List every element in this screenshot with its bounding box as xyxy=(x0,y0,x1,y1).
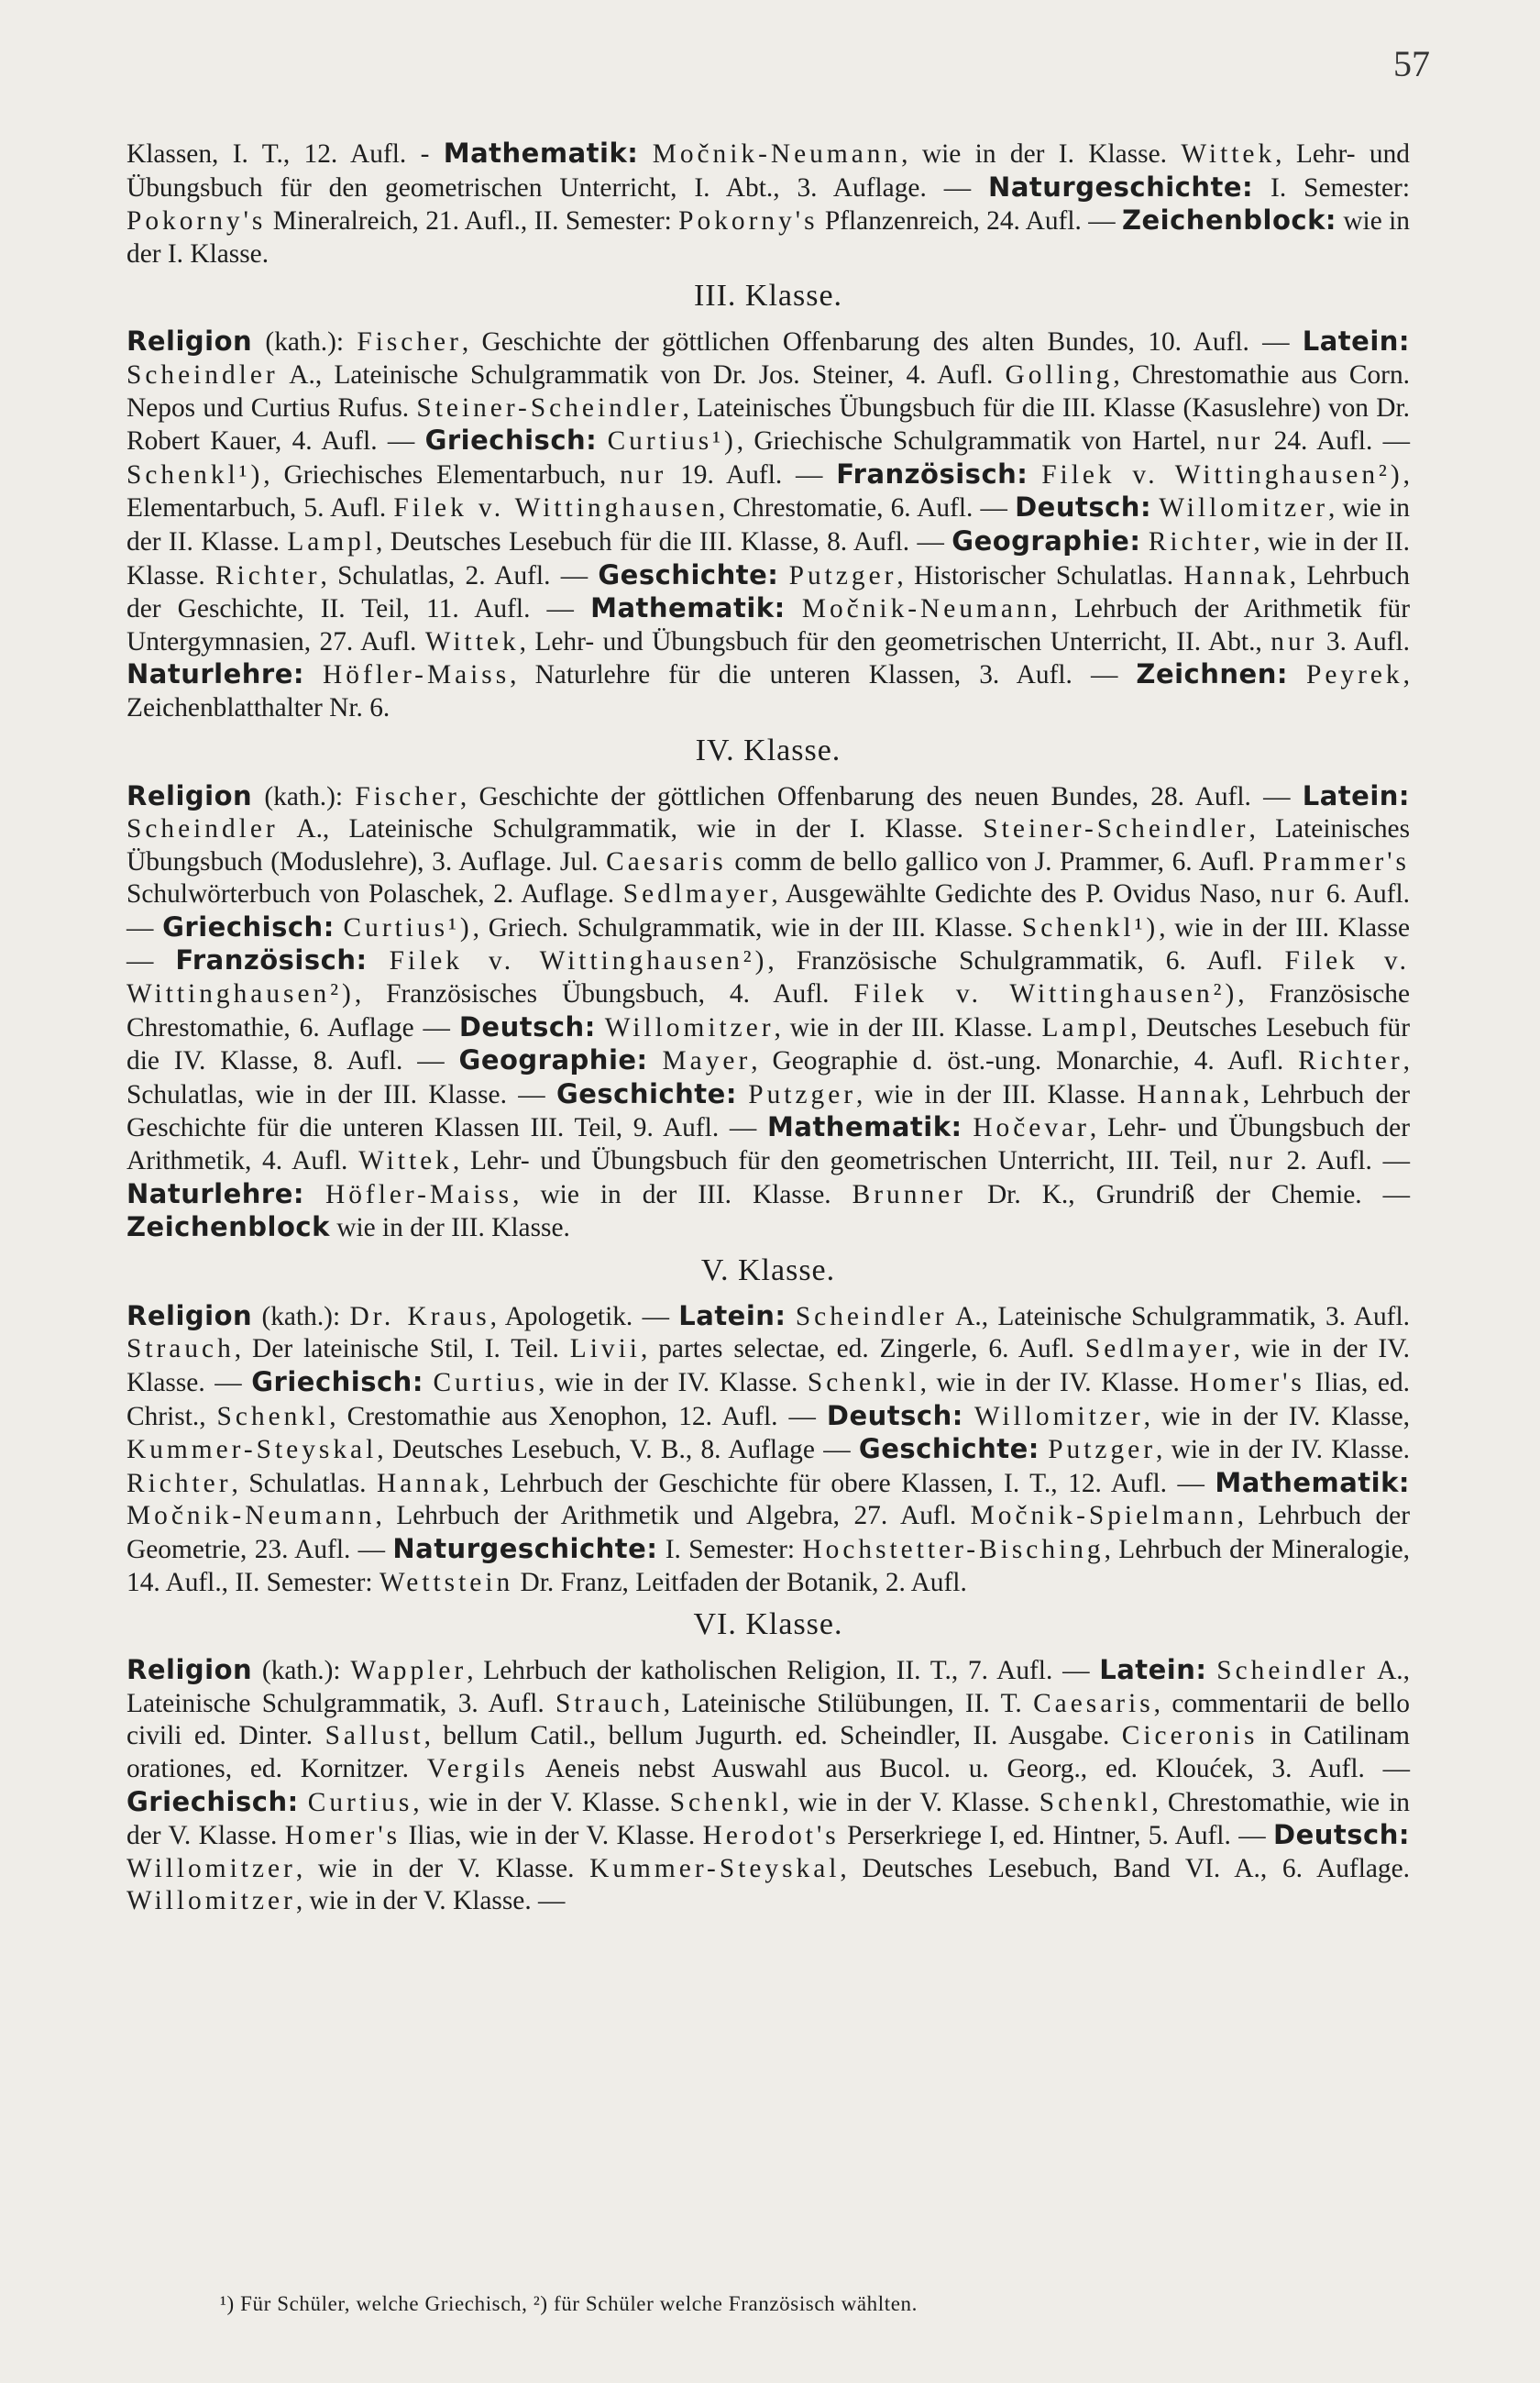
subject-heading: Mathematik: xyxy=(1215,1466,1410,1498)
spaced-author-name: Hannak xyxy=(1183,560,1290,590)
text-run: , Lehrbuch der Geometrie, 23. Aufl. — xyxy=(126,1501,1410,1564)
section-paragraph xyxy=(126,1300,1410,1599)
section-title: IV. Klasse. xyxy=(695,733,842,767)
text-run: , wie in der III. Klasse. xyxy=(856,1079,1138,1109)
spaced-author-name: Kummer-Steyskal xyxy=(126,1435,378,1465)
text-run: A., Lateinische Schulgrammatik, wie in der I. Klasse. xyxy=(278,814,984,844)
text-run: A., Lateinische Schulgrammatik, 3. Aufl. xyxy=(947,1301,1410,1331)
spaced-author-name: Močnik-Neumann xyxy=(126,1501,376,1531)
section-title: III. Klasse. xyxy=(693,279,843,314)
text-run: , wie in der II. Klasse. xyxy=(126,493,1410,557)
text-run: 19. Aufl. — xyxy=(666,459,837,490)
spaced-author-name: Pokorny's xyxy=(678,206,819,237)
subject-heading: Latein: xyxy=(1302,325,1410,358)
spaced-author-name: Brunner xyxy=(852,1179,966,1209)
subject-heading: Griechisch: xyxy=(251,1366,424,1397)
subject-heading: Naturgeschichte: xyxy=(988,171,1254,203)
text-run: , Geschichte der göttlichen Offenbarung des neuen Bundes, 28. Aufl. — xyxy=(459,781,1303,811)
spaced-author-name: Caesaris xyxy=(606,846,727,877)
text-run: , wie in der II. Klasse. xyxy=(126,526,1410,590)
section-title: V. Klasse. xyxy=(700,1252,836,1287)
text-run: , wie in der V. Klasse. — xyxy=(295,1886,566,1916)
spaced-author-name: Livii xyxy=(569,1334,641,1364)
spaced-author-name: Homer's xyxy=(1189,1368,1305,1397)
spaced-author-name: nur xyxy=(1228,1146,1276,1176)
spaced-author-name: Scheindler xyxy=(1216,1656,1369,1686)
subject-heading: Religion xyxy=(126,325,253,358)
spaced-author-name: Kummer-Steyskal xyxy=(589,1853,841,1883)
text-run: 2. Aufl. — xyxy=(1275,1146,1410,1176)
text-run xyxy=(424,1368,434,1397)
text-run: , Lateinisches Übungsbuch (Moduslehre), 3. Auflage. Jul. xyxy=(126,814,1411,877)
spaced-author-name: Sallust xyxy=(324,1721,424,1751)
subject-heading: Französisch: xyxy=(175,944,368,976)
subject-heading: Geschichte: xyxy=(556,1077,737,1109)
text-run: wie in der III. Klasse. xyxy=(329,1213,570,1243)
spaced-author-name: Curtius xyxy=(307,1787,413,1817)
spaced-author-name: Steiner-Scheindler xyxy=(983,814,1249,844)
spaced-author-name: Filek v. Wittinghausen²) xyxy=(1041,459,1403,490)
spaced-author-name: Curtius¹) xyxy=(607,426,737,457)
text-run: Mineralreich, 21. Aufl., II. Semester: xyxy=(266,206,679,237)
spaced-author-name: Močnik-Neumann xyxy=(652,139,902,169)
spaced-author-name: Wittek xyxy=(424,626,520,656)
spaced-author-name: Pokorny's xyxy=(126,206,267,237)
text-run xyxy=(786,594,802,623)
text-run: A., Lateinische Schulgrammatik von Dr. Jos. Steiner, 4. Aufl. xyxy=(278,359,1006,390)
text-run: (kath.): xyxy=(252,781,356,811)
text-run: 6. Aufl. — xyxy=(126,879,1410,943)
subject-heading: Deutsch: xyxy=(458,1010,596,1043)
class-sections xyxy=(126,276,1410,1918)
text-run: , Chrestomatie, 6. Aufl. — xyxy=(718,493,1016,524)
subject-heading: Deutsch: xyxy=(1273,1819,1410,1851)
text-run: , Chrestomathie aus Corn. Nepos und Curtius Rufus. xyxy=(126,359,1410,423)
spaced-author-name: Scheindler xyxy=(126,359,279,390)
spaced-author-name: Filek v. Wittinghausen xyxy=(393,493,719,524)
spaced-author-name: Richter xyxy=(1298,1046,1403,1076)
spaced-author-name: Filek v. Wittinghausen²) xyxy=(126,946,1410,1009)
spaced-author-name: Hannak xyxy=(377,1468,483,1498)
subject-heading: Latein: xyxy=(678,1299,786,1331)
text-run: Klassen, I. T., 12. Aufl. - xyxy=(126,139,444,169)
spaced-author-name: Strauch xyxy=(555,1688,664,1718)
text-run: I. Semester: xyxy=(1253,172,1411,203)
spaced-author-name: Lampl xyxy=(1041,1012,1131,1043)
spaced-author-name: Hočevar xyxy=(973,1113,1090,1143)
text-run: 24. Aufl. — xyxy=(1263,426,1410,457)
text-run: , wie in der III. Klasse. xyxy=(512,1179,852,1209)
spaced-author-name: Dr. Kraus xyxy=(349,1301,490,1331)
spaced-author-name: nur xyxy=(1216,426,1264,457)
section-title: VI. Klasse. xyxy=(693,1607,843,1642)
spaced-author-name: Willomitzer xyxy=(126,1886,296,1916)
footnote: ¹) Für Schüler, welche Griechisch, ²) für Schüler welche Französisch wählten. xyxy=(220,2292,918,2315)
spaced-author-name: Willomitzer xyxy=(974,1401,1144,1431)
spaced-author-name: Scheindler xyxy=(126,814,279,844)
text-run: , Griechisches Elementarbuch, xyxy=(263,459,621,490)
text-run: , Schulatlas, 2. Aufl. — xyxy=(320,560,599,590)
text-run: A., Lateinische Schulgrammatik, 3. Aufl. xyxy=(126,1656,1410,1718)
page-number: 57 xyxy=(1393,43,1430,84)
text-run xyxy=(737,1080,748,1109)
spaced-author-name: Hannak xyxy=(1137,1079,1243,1109)
spaced-author-name: Močnik-Spielmann xyxy=(970,1501,1238,1531)
spaced-author-name: Curtius¹) xyxy=(343,912,473,943)
spaced-author-name: Curtius xyxy=(433,1368,539,1397)
text-run xyxy=(597,426,607,456)
spaced-author-name: Caesaris xyxy=(1033,1688,1154,1718)
spaced-author-name: Ciceronis xyxy=(1121,1721,1259,1751)
text-run: , Ausgewählte Gedichte des P. Ovidus Naso, xyxy=(771,879,1270,910)
subject-heading: Mathematik: xyxy=(767,1111,962,1143)
spaced-author-name: Golling xyxy=(1005,359,1114,390)
text-run: , Naturlehre für die unteren Klassen, 3. Aufl. — xyxy=(510,660,1137,690)
spaced-author-name: Höfler-Maiss xyxy=(323,660,511,690)
text-run: 3. Aufl. xyxy=(1317,626,1411,656)
text-run: wie in der I. Klasse. xyxy=(126,206,1410,269)
spaced-author-name: Willomitzer xyxy=(126,1853,296,1883)
subject-heading: Geographie: xyxy=(952,524,1141,557)
spaced-author-name: Fischer xyxy=(357,327,462,358)
text-run: , Lateinisches Übungsbuch für die III. Klasse (Kasuslehre) von Dr. Robert Kauer, 4. Aufl. — xyxy=(126,392,1410,457)
text-run: (kath.): xyxy=(252,327,358,358)
spaced-author-name: Peyrek xyxy=(1306,660,1403,690)
subject-heading: Zeichenblock xyxy=(126,1211,330,1243)
text-run xyxy=(648,1046,663,1076)
text-run: , Lehr- und Übungsbuch der Arithmetik, 4. Aufl. xyxy=(126,1113,1410,1176)
text-run xyxy=(304,1180,325,1209)
spaced-author-name: Filek v. Wittinghausen²) xyxy=(853,979,1238,1009)
text-run xyxy=(299,1788,308,1817)
text-run: , wie in der III. Klasse. xyxy=(774,1012,1042,1043)
text-run xyxy=(335,913,344,943)
paragraph-klasse-ii-tail xyxy=(126,138,1410,270)
text-run: , Chrestomathie, wie in der V. Klasse. xyxy=(126,1787,1410,1851)
text-run xyxy=(638,139,652,169)
subject-heading: Religion xyxy=(126,1654,253,1686)
subject-heading: Geschichte: xyxy=(598,558,779,590)
text-run: , Lehr- und Übungsbuch für den geometrischen Unterricht, I. Abt., 3. Auflage. — xyxy=(126,139,1410,203)
text-run xyxy=(963,1402,974,1431)
text-column xyxy=(126,138,1410,1918)
text-run xyxy=(962,1113,974,1142)
spaced-author-name: Mayer xyxy=(662,1046,752,1076)
text-run xyxy=(1206,1656,1216,1685)
section-paragraph xyxy=(126,325,1410,724)
spaced-author-name: Willomitzer xyxy=(1159,493,1329,524)
spaced-author-name: Schenkl xyxy=(669,1787,783,1817)
spaced-author-name: Putzger xyxy=(748,1079,857,1109)
text-run: , Lehrbuch der Geschichte, II. Teil, 11. Aufl. — xyxy=(126,560,1410,624)
spaced-author-name: Lampl xyxy=(287,526,377,557)
text-run xyxy=(786,1302,796,1331)
text-run: , Französische Chrestomathie, 6. Auflage — xyxy=(126,979,1411,1043)
text-run: , wie in der IV. Klasse. xyxy=(919,1368,1190,1397)
text-run: in Catilinam orationes, ed. Kornitzer. xyxy=(126,1721,1410,1783)
text-run: , Deutsches Lesebuch für die IV. Klasse, 8. Aufl. — xyxy=(126,1012,1410,1076)
subject-heading: Mathematik: xyxy=(590,592,786,624)
spaced-author-name: Filek v. Wittinghausen²) xyxy=(389,946,768,976)
spaced-author-name: Putzger xyxy=(788,560,897,590)
subject-heading: Zeichenblock: xyxy=(1121,204,1336,237)
spaced-author-name: Wittek xyxy=(1181,139,1276,169)
subject-heading: Deutsch: xyxy=(826,1399,963,1431)
text-run: , wie in der IV. Klasse. xyxy=(538,1368,808,1397)
text-run: , wie in der IV. Klasse. — xyxy=(126,1334,1410,1397)
subject-heading: Naturlehre: xyxy=(126,1177,304,1209)
text-run: , wie in der V. Klasse. xyxy=(295,1853,590,1883)
text-run: (kath.): xyxy=(252,1656,351,1686)
text-run: , Lateinische Stilübungen, II. T. xyxy=(663,1688,1034,1718)
text-run: Schulwörterbuch von Polaschek, 2. Auflage. xyxy=(126,879,623,910)
subject-heading: Mathematik: xyxy=(443,138,639,169)
text-run: , Deutsches Lesebuch, Band VI. A., 6. Auflage. xyxy=(840,1853,1410,1883)
text-run: Pflanzenreich, 24. Aufl. — xyxy=(818,206,1122,237)
spaced-author-name: Fischer xyxy=(355,781,460,811)
text-run: , wie in der III. Klasse — xyxy=(126,912,1410,976)
spaced-author-name: Richter xyxy=(214,560,321,590)
section-paragraph xyxy=(126,780,1410,1245)
text-run xyxy=(596,1013,605,1043)
text-run xyxy=(778,561,788,590)
spaced-author-name: Močnik-Neumann xyxy=(801,594,1051,624)
subject-heading: Geographie: xyxy=(458,1044,648,1076)
text-run: , wie in der IV. Klasse, xyxy=(1143,1401,1410,1431)
spaced-author-name: Richter xyxy=(1148,526,1254,557)
spaced-author-name: Hochstetter-Bisching xyxy=(802,1534,1105,1564)
text-run xyxy=(1028,460,1041,490)
text-run: , Lehr- und Übungsbuch für den geometrischen Unterricht, II. Abt., xyxy=(519,626,1271,656)
subject-heading: Griechisch: xyxy=(162,910,335,943)
spaced-author-name: Herodot's xyxy=(702,1821,840,1851)
subject-heading: Griechisch: xyxy=(424,425,598,457)
spaced-author-name: nur xyxy=(1270,879,1318,910)
spaced-author-name: Schenkl¹) xyxy=(126,459,264,490)
spaced-author-name: Richter xyxy=(126,1468,232,1498)
spaced-author-name: Schenkl xyxy=(807,1368,920,1397)
text-run: Perserkriege I, ed. Hintner, 5. Aufl. — xyxy=(839,1821,1274,1851)
text-run: , Lehrbuch der Arithmetik und Algebra, 27. Aufl. xyxy=(375,1501,971,1531)
text-run xyxy=(304,660,323,690)
text-run: Dr. K., Grundriß der Chemie. — xyxy=(965,1179,1411,1209)
text-run: Dr. Franz, Leitfaden der Botanik, 2. Aufl. xyxy=(513,1567,967,1597)
spaced-author-name: Scheindler xyxy=(795,1301,948,1331)
text-run: , Schulatlas, wie in der III. Klasse. — xyxy=(126,1046,1410,1109)
text-run: , Lehrbuch der Mineralogie, 14. Aufl., II. Semester: xyxy=(126,1534,1411,1597)
text-run xyxy=(1140,527,1148,557)
text-run: Ilias, ed. Christ., xyxy=(126,1368,1410,1431)
text-run: , Geographie d. öst.-ung. Monarchie, 4. Aufl. xyxy=(751,1046,1299,1076)
subject-heading: Latein: xyxy=(1099,1654,1207,1686)
text-run: , Crestomathie aus Xenophon, 12. Aufl. — xyxy=(329,1401,827,1431)
spaced-author-name: Sedlmayer xyxy=(1084,1334,1234,1364)
spaced-author-name: Schenkl¹) xyxy=(1021,912,1160,943)
text-run: comm de bello gallico von J. Prammer, 6. Aufl. xyxy=(726,846,1263,877)
subject-heading: Religion xyxy=(126,779,253,811)
text-run: , Deutsches Lesebuch für die III. Klasse, 8. Aufl. — xyxy=(376,526,952,557)
text-run: Ilias, wie in der V. Klasse. xyxy=(401,1821,703,1851)
text-run: , Griech. Schulgrammatik, wie in der III. Klasse. xyxy=(472,912,1022,943)
text-run: , commentarii de bello civili ed. Dinter. xyxy=(126,1688,1410,1751)
text-run: , Französische Schulgrammatik, 6. Aufl. xyxy=(767,946,1285,976)
spaced-author-name: Steiner-Scheindler xyxy=(416,392,683,423)
text-run: , Lehrbuch der Geschichte für die unteren Klassen III. Teil, 9. Aufl. — xyxy=(126,1079,1410,1143)
text-run: I. Semester: xyxy=(657,1534,803,1564)
text-run: , wie in der IV. Klasse. xyxy=(1155,1435,1410,1465)
text-run: , Deutsches Lesebuch, V. B., 8. Auflage — xyxy=(377,1435,859,1465)
text-run: , Der lateinische Stil, I. Teil. xyxy=(234,1334,570,1364)
text-run xyxy=(1288,660,1306,690)
text-run: , partes selectae, ed. Zingerle, 6. Aufl. xyxy=(640,1334,1085,1364)
text-run: , Zeichenblatthalter Nr. 6. xyxy=(126,660,1410,723)
text-run: , Lehr- und Übungsbuch für den geometrischen Unterricht, III. Teil, xyxy=(452,1146,1229,1176)
spaced-author-name: Schenkl xyxy=(1039,1787,1152,1817)
spaced-author-name: Wittek xyxy=(358,1146,453,1176)
spaced-author-name: Vergils xyxy=(426,1753,529,1783)
text-run: , wie in der V. Klasse. xyxy=(412,1787,670,1817)
spaced-author-name: Homer's xyxy=(284,1821,402,1851)
text-run: , Historischer Schulatlas. xyxy=(896,560,1184,590)
text-run: , Geschichte der göttlichen Offenbarung des alten Bundes, 10. Aufl. — xyxy=(461,327,1303,358)
spaced-author-name: Putzger xyxy=(1048,1435,1156,1465)
text-run: (kath.): xyxy=(252,1301,350,1331)
text-run xyxy=(1040,1435,1048,1464)
text-run: , Apologetik. — xyxy=(490,1301,679,1331)
text-run: , wie in der V. Klasse. xyxy=(782,1787,1040,1817)
subject-heading: Französisch: xyxy=(836,458,1028,490)
spaced-author-name: Höfler-Maiss xyxy=(324,1179,513,1209)
text-run xyxy=(368,946,390,976)
text-run: , Schulatlas. xyxy=(231,1468,378,1498)
text-run: , Französisches Übungsbuch, 4. Aufl. xyxy=(354,979,854,1009)
text-run: , bellum Catil., bellum Jugurth. ed. Scheindler, II. Ausgabe. xyxy=(424,1721,1122,1751)
subject-heading: Geschichte: xyxy=(858,1433,1040,1465)
text-run: , Elementarbuch, 5. Aufl. xyxy=(126,459,1410,524)
text-run: , wie in der I. Klasse. xyxy=(901,139,1182,169)
text-run: , Griechische Schulgrammatik von Hartel, xyxy=(736,426,1217,457)
text-run: Aeneis nebst Auswahl aus Bucol. u. Georg., ed. Kloućek, 3. Aufl. — xyxy=(528,1753,1410,1783)
text-run: , Lehrbuch der katholischen Religion, II. T., 7. Aufl. — xyxy=(467,1656,1100,1686)
subject-heading: Naturlehre: xyxy=(126,658,304,690)
spaced-author-name: Sedlmayer xyxy=(622,879,772,910)
spaced-author-name: nur xyxy=(620,459,667,490)
text-run xyxy=(1151,493,1159,523)
subject-heading: Deutsch: xyxy=(1015,491,1152,524)
spaced-author-name: Prammer's xyxy=(1262,846,1410,877)
text-run: , Lehrbuch der Geschichte für obere Klassen, I. T., 12. Aufl. — xyxy=(482,1468,1216,1498)
spaced-author-name: Schenkl xyxy=(216,1401,330,1431)
subject-heading: Griechisch: xyxy=(126,1785,299,1817)
subject-heading: Zeichnen: xyxy=(1136,658,1288,690)
spaced-author-name: Strauch xyxy=(126,1334,235,1364)
spaced-author-name: nur xyxy=(1270,626,1318,656)
text-run: , Lehrbuch der Arithmetik für Untergymnasien, 27. Aufl. xyxy=(126,594,1411,656)
spaced-author-name: Wettstein xyxy=(379,1567,514,1597)
section-paragraph xyxy=(126,1654,1410,1918)
subject-heading: Religion xyxy=(126,1299,253,1331)
subject-heading: Naturgeschichte: xyxy=(392,1532,658,1564)
subject-heading: Latein: xyxy=(1302,779,1410,811)
spaced-author-name: Wappler xyxy=(350,1656,468,1686)
spaced-author-name: Willomitzer xyxy=(604,1012,775,1043)
